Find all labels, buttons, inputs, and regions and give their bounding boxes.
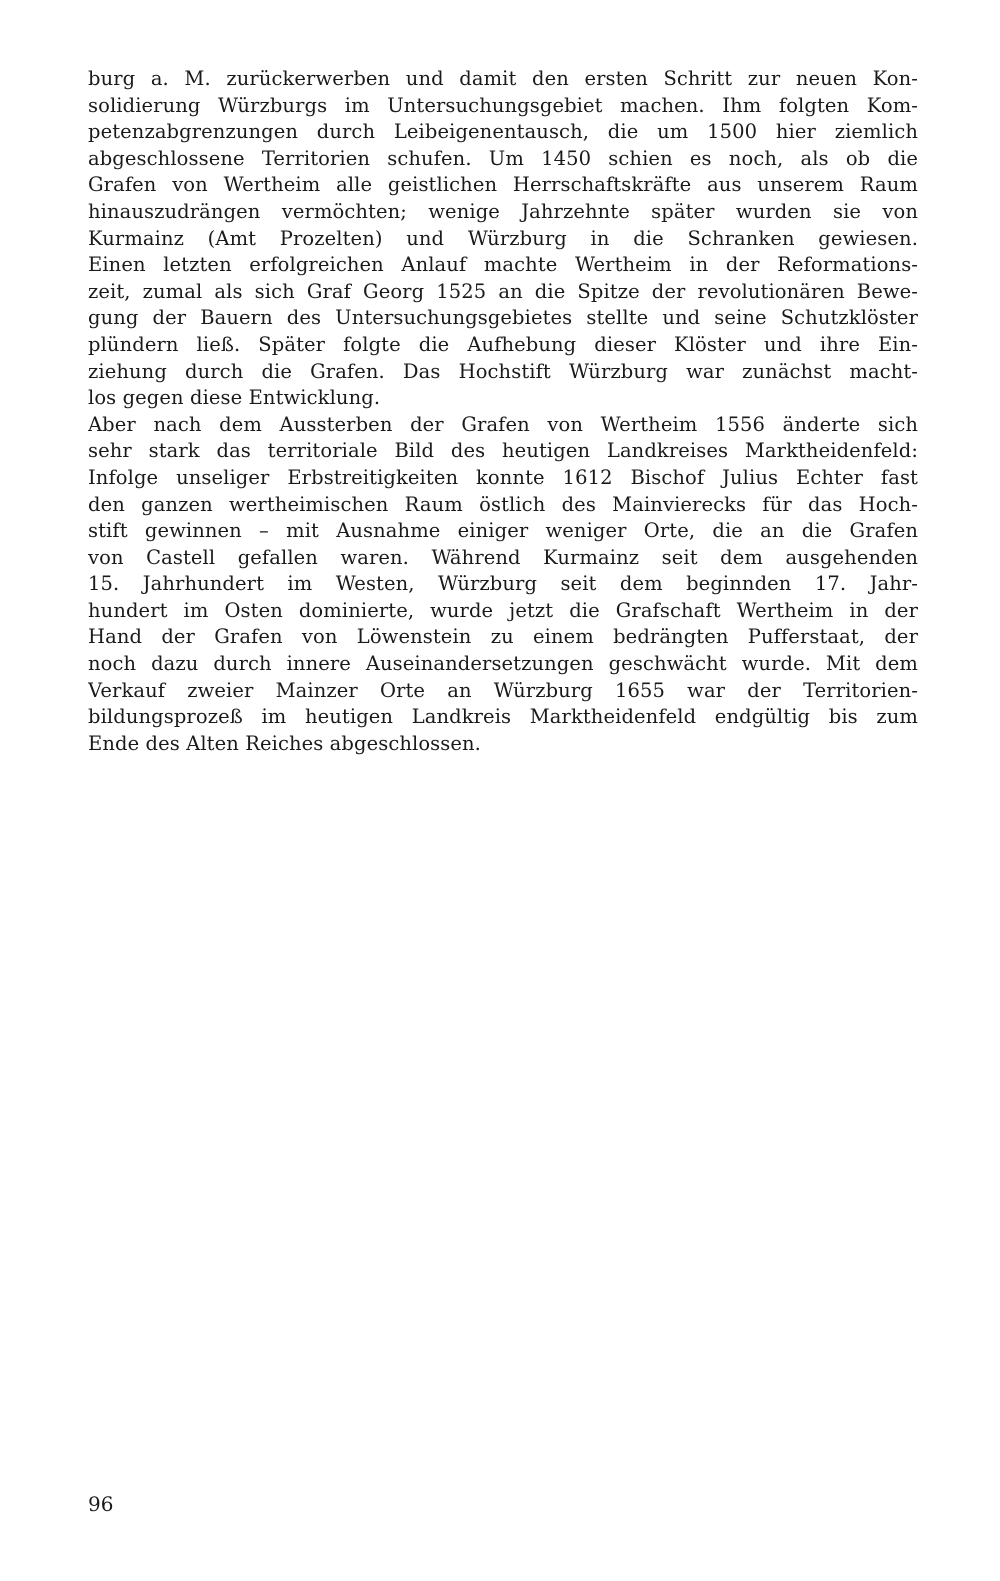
text-line: 15. Jahrhundert im Westen, Würzburg seit dem beginnden 17. Jahr- [88,572,918,596]
paragraph-1 [88,66,918,412]
text-line: noch dazu durch innere Auseinandersetzungen geschwächt wurde. Mit dem [88,652,918,676]
body-text [88,66,918,757]
text-line: Kurmainz (Amt Prozelten) und Würzburg in die Schranken gewiesen. [88,226,918,250]
text-line: los gegen diese Entwicklung. [88,386,381,410]
text-line: gung der Bauern des Untersuchungsgebietes stellte und seine Schutzklöster [88,306,918,330]
text-line: ziehung durch die Grafen. Das Hochstift Würzburg war zunächst macht- [88,359,918,383]
page-number: 96 [88,1492,114,1516]
text-line: Infolge unseliger Erbstreitigkeiten konnte 1612 Bischof Julius Echter fast [88,465,918,489]
text-line: stift gewinnen – mit Ausnahme einiger weniger Orte, die an die Grafen [88,519,918,543]
text-line: Ende des Alten Reiches abgeschlossen. [88,731,481,755]
text-line: petenzabgrenzungen durch Leibeigenentausch, die um 1500 hier ziemlich [88,120,918,144]
text-line: burg a. M. zurückerwerben und damit den ersten Schritt zur neuen Kon- [88,67,918,90]
text-line: abgeschlossene Territorien schufen. Um 1450 schien es noch, als ob die [88,146,918,170]
text-line: den ganzen wertheimischen Raum östlich des Mainvierecks für das Hoch- [88,492,918,516]
text-line: Verkauf zweier Mainzer Orte an Würzburg 1655 war der Territorien- [88,678,918,702]
text-line: von Castell gefallen waren. Während Kurmainz seit dem ausgehenden [88,545,918,569]
text-line: plündern ließ. Später folgte die Aufhebung dieser Klöster und ihre Ein- [88,332,918,356]
text-line: zeit, zumal als sich Graf Georg 1525 an die Spitze der revolutionären Bewe- [88,279,918,303]
text-line: Aber nach dem Aussterben der Grafen von Wertheim 1556 änderte sich [88,412,918,436]
text-line: hinauszudrängen vermöchten; wenige Jahrzehnte später wurden sie von [88,199,918,223]
text-line: Hand der Grafen von Löwenstein zu einem bedrängten Pufferstaat, der [88,625,918,649]
text-line: bildungsprozeß im heutigen Landkreis Marktheidenfeld endgültig bis zum [88,705,918,729]
text-line: hundert im Osten dominierte, wurde jetzt die Grafschaft Wertheim in der [88,598,918,622]
text-line: solidierung Würzburgs im Untersuchungsgebiet machen. Ihm folgten Kom- [88,93,918,117]
paragraph-2 [88,412,918,758]
text-line: Einen letzten erfolgreichen Anlauf machte Wertheim in der Reformations- [88,253,918,277]
text-line: Grafen von Wertheim alle geistlichen Herrschaftskräfte aus unserem Raum [88,173,918,197]
text-line: sehr stark das territoriale Bild des heutigen Landkreises Marktheidenfeld: [88,439,918,463]
